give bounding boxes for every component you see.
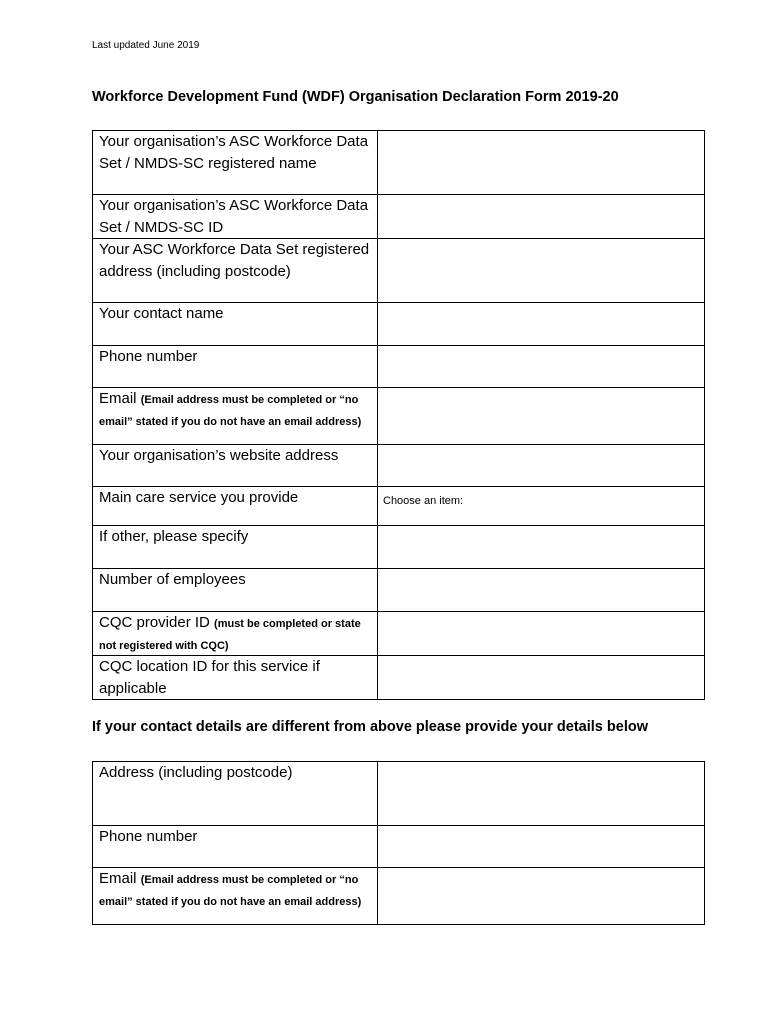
registered-name-field[interactable] xyxy=(378,131,705,195)
table-row xyxy=(93,826,705,868)
field-label: Your organisation’s website address xyxy=(93,445,378,487)
table-row xyxy=(93,131,705,195)
organisation-details-table xyxy=(92,130,705,700)
choose-item-placeholder: Choose an item: xyxy=(383,495,464,507)
table-row xyxy=(93,656,705,700)
field-label: Email (Email address must be completed or “no email” stated if you do not have an email address) xyxy=(93,868,378,925)
field-label: Phone number xyxy=(93,346,378,388)
table-row xyxy=(93,612,705,656)
address-field[interactable] xyxy=(378,762,705,826)
field-label: Main care service you provide xyxy=(93,487,378,526)
table-row xyxy=(93,445,705,487)
field-note: (Email address must be completed or “no email” stated if you do not have an email address) xyxy=(99,874,362,908)
alternative-contact-table xyxy=(92,761,705,925)
field-label: Number of employees xyxy=(93,569,378,612)
field-label: CQC provider ID (must be completed or state not registered with CQC) xyxy=(93,612,378,656)
table-row xyxy=(93,346,705,388)
table-row xyxy=(93,526,705,569)
table-row xyxy=(93,868,705,925)
contact-details-heading: If your contact details are different from above please provide your details below xyxy=(92,719,648,735)
field-label: Phone number xyxy=(93,826,378,868)
nmds-id-field[interactable] xyxy=(378,195,705,239)
field-note: (Email address must be completed or “no email” stated if you do not have an email address) xyxy=(99,394,362,428)
field-label: CQC location ID for this service if applicable xyxy=(93,656,378,700)
field-label: Email (Email address must be completed or “no email” stated if you do not have an email address) xyxy=(93,388,378,445)
phone-number-field[interactable] xyxy=(378,826,705,868)
contact-name-field[interactable] xyxy=(378,303,705,346)
field-note: (must be completed or state not registered with CQC) xyxy=(99,618,361,652)
field-label: Address (including postcode) xyxy=(93,762,378,826)
registered-address-field[interactable] xyxy=(378,239,705,303)
table-row xyxy=(93,487,705,526)
cqc-provider-id-field[interactable] xyxy=(378,612,705,656)
number-of-employees-field[interactable] xyxy=(378,569,705,612)
field-label: Your ASC Workforce Data Set registered address (including postcode) xyxy=(93,239,378,303)
field-label: Your contact name xyxy=(93,303,378,346)
table-row xyxy=(93,762,705,826)
field-label: Your organisation’s ASC Workforce Data Set / NMDS-SC registered name xyxy=(93,131,378,195)
last-updated-text: Last updated June 2019 xyxy=(92,40,200,51)
main-care-service-dropdown[interactable] xyxy=(378,487,705,526)
other-service-field[interactable] xyxy=(378,526,705,569)
phone-number-field[interactable] xyxy=(378,346,705,388)
table-row xyxy=(93,239,705,303)
table-row xyxy=(93,569,705,612)
form-title: Workforce Development Fund (WDF) Organisation Declaration Form 2019-20 xyxy=(92,89,619,105)
table-row xyxy=(93,388,705,445)
email-field[interactable] xyxy=(378,388,705,445)
field-label: If other, please specify xyxy=(93,526,378,569)
table-row xyxy=(93,195,705,239)
field-label: Your organisation’s ASC Workforce Data Set / NMDS-SC ID xyxy=(93,195,378,239)
cqc-location-id-field[interactable] xyxy=(378,656,705,700)
table-row xyxy=(93,303,705,346)
website-address-field[interactable] xyxy=(378,445,705,487)
email-field[interactable] xyxy=(378,868,705,925)
